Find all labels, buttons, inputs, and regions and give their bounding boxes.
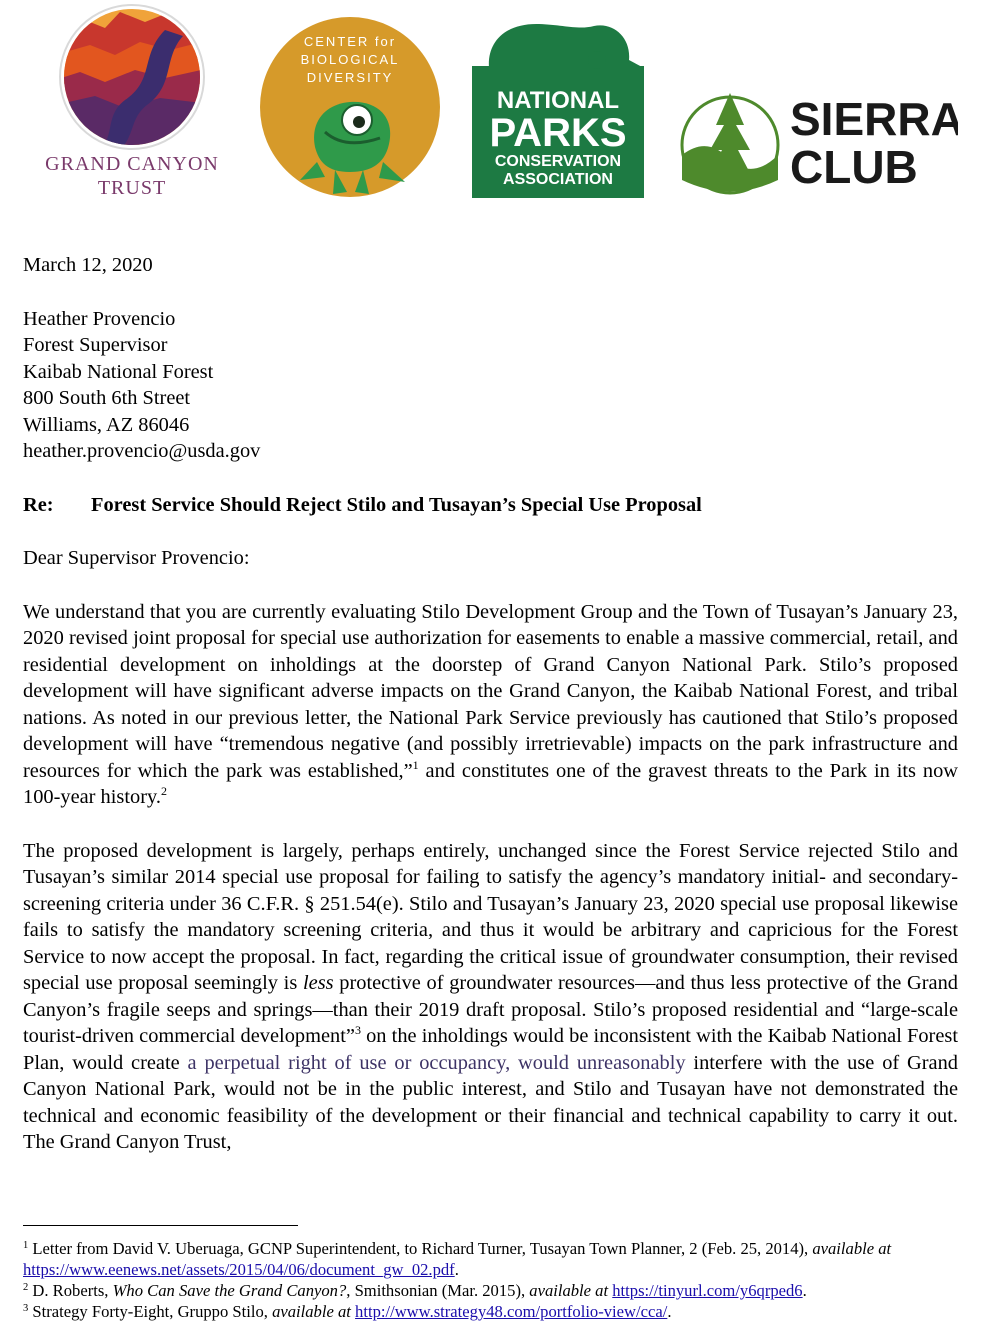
sierra-logo-line2: CLUB [790,141,918,193]
footnote-text: D. Roberts, [28,1281,113,1300]
address-line: Heather Provencio [23,307,176,330]
logo-row [0,0,1000,215]
sierra-logo-line1: SIERRA [790,93,958,145]
footnote-text: , Smithsonian (Mar. 2015), [346,1281,530,1300]
footnotes [23,1238,963,1322]
paragraph-text: We understand that you are currently evaluating Stilo Development Group and the Town of Tusayan’s January 23, 2020 revised joint proposal for special use authorization for easements to enable a massive commercial, retail, and residential development on inholdings at the doorstep of Grand Canyon National Park. Stilo’s proposed development will have significant adverse impacts on the Grand Canyon, the Kaibab National Forest, and tribal nations. As noted in our previous letter, the National Park Service previously has cautioned that Stilo’s proposed development will have “tremendous negative (and possibly irretrievable) impacts on the park infrastructure and resources for which the park was established,” [23,600,958,782]
npca-logo-line2: PARKS [489,111,627,155]
footnote-text: . [667,1302,672,1321]
paragraph-text: and constitutes one of the gravest threats to the Park in its now 100-year history. [23,759,959,808]
npca-logo [469,18,647,198]
footnote-emphasis: available at [272,1302,351,1321]
paragraph-text: a perpetual right of use or occupancy, would unreasonably [187,1051,686,1074]
grand-canyon-icon [45,0,235,210]
frog-icon [255,12,445,202]
grand-canyon-trust-logo [45,0,235,210]
footnote-number: 2 [23,1282,29,1293]
footnote-link[interactable]: https://tinyurl.com/y6qrped6 [612,1281,803,1300]
npca-logo-line4: ASSOCIATION [503,171,613,188]
sierra-club-logo [678,85,958,200]
footnote-2 [23,1280,963,1301]
gct-logo-line2: TRUST [97,177,167,199]
emphasis-text: less [302,972,334,994]
address-line: Kaibab National Forest [23,360,214,383]
address-line: Forest Supervisor [23,334,168,356]
address-line: 800 South 6th Street [23,387,191,409]
footnote-link[interactable]: https://www.eenews.net/assets/2015/04/06/document_gw_02.pdf [23,1260,455,1279]
footnote-text: Letter from David V. Uberuaga, GCNP Superintendent, to Richard Turner, Tusayan Town Planner, 2 (Feb. 25, 2014), [28,1239,813,1258]
address-line: Williams, AZ 86046 [23,413,190,436]
letter-date: March 12, 2020 [23,254,153,276]
cbd-logo [255,12,445,202]
cbd-logo-line3: DIVERSITY [306,70,394,85]
letter-body [23,252,958,1156]
tree-icon [678,85,958,200]
footnote-divider [23,1225,298,1226]
recipient-address [23,306,958,465]
footnote-emphasis: available at [529,1281,609,1300]
npca-logo-line1: NATIONAL [496,87,620,114]
footnote-link[interactable]: http://www.strategy48.com/portfolio-view/cca/ [355,1302,668,1321]
footnote-text: . [454,1260,459,1279]
cbd-logo-line2: BIOLOGICAL [300,52,400,67]
bear-icon [469,18,647,198]
paragraph-text: The proposed development is largely, perhaps entirely, unchanged since the Forest Service rejected Stilo and Tusayan’s similar 2014 special use proposal for failing to satisfy the agency’s mandatory initial- and secondary-screening criteria under 36 C.F.R. § 251.54(e). Stilo and Tusayan’s January 23, 2020 special use proposal likewise fails to satisfy the mandatory screening criteria, and thus it would be arbitrary and capricious for the Forest Service to now accept the proposal. In fact, regarding the critical issue of groundwater consumption, their revised special use proposal seemingly is [23,839,958,994]
footnote-3 [23,1301,963,1322]
footnote-ref: 2 [160,784,167,798]
gct-logo-line1: GRAND CANYON [45,153,219,175]
paragraph-1 [23,599,958,811]
paragraph-2 [23,838,958,1156]
paragraph-text: protective of groundwater resources—and thus less protective of the Grand Canyon’s fragile seeps and springs—than their 2019 draft proposal. Stilo’s proposed residential and “large-scale tourist-driven commercial development” [23,972,959,1047]
subject-text: Forest Service Should Reject Stilo and Tusayan’s Special Use Proposal [91,493,702,516]
subject-line [23,492,958,519]
footnote-number: 3 [23,1303,29,1314]
npca-logo-line3: CONSERVATION [494,153,622,170]
footnote-text: . [802,1281,807,1300]
footnote-emphasis: available at [812,1239,892,1258]
footnote-title: Who Can Save the Grand Canyon? [112,1281,347,1300]
footnote-number: 1 [23,1240,29,1251]
footnote-ref: 1 [412,757,419,772]
subject-label: Re: [23,493,54,516]
paragraph-text: on the inholdings would be inconsistent with the Kaibab National Forest Plan, would create [23,1025,958,1074]
footnote-ref: 3 [354,1023,361,1037]
salutation: Dear Supervisor Provencio: [23,547,250,569]
footnote-text: Strategy Forty-Eight, Gruppo Stilo, [28,1302,273,1321]
address-email: heather.provencio@usda.gov [23,440,261,462]
paragraph-text: interfere with the use of Grand Canyon National Park, would not be in the public interest, and Stilo and Tusayan have not demonstrated the technical and economic feasibility of the development or their financial and technical capability to carry it out. The Grand Canyon Trust, [23,1051,958,1153]
cbd-logo-line1: CENTER for [303,34,397,49]
footnote-1 [23,1238,963,1280]
